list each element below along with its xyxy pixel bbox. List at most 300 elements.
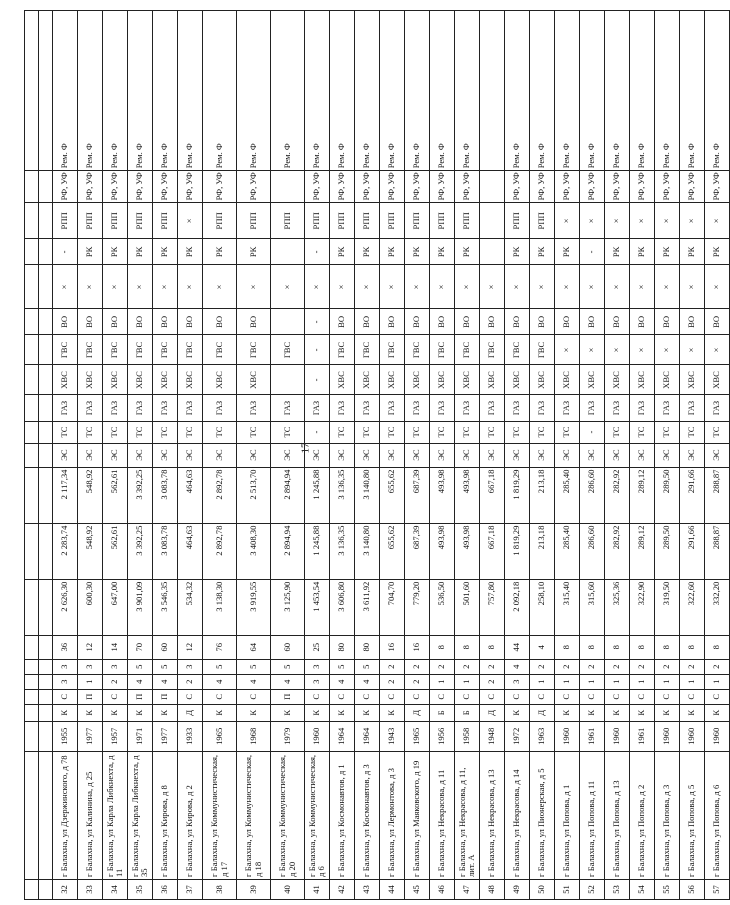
- table-row: [455, 11, 480, 900]
- cell-utility-gas: ГАЗ: [405, 395, 430, 421]
- cell-wall-material: К: [237, 704, 271, 721]
- cell-utility-misc: ×: [605, 265, 630, 309]
- cell-utility-heating: ТС: [355, 421, 380, 443]
- cell-living-area: 1 819,29: [505, 523, 530, 579]
- cell-utility-gas: ГАЗ: [128, 395, 153, 421]
- cell-utility-heating: ТС: [237, 421, 271, 443]
- cell-entrance-count: 2: [405, 659, 430, 674]
- cell-repair-facade: РПП: [355, 203, 380, 239]
- cell-wall-material: К: [53, 704, 78, 721]
- cell-repair-roof: РК: [530, 239, 555, 265]
- cell-wall-material: Д: [178, 704, 203, 721]
- cell-utility-electricity: ЭС: [505, 443, 530, 467]
- cell-living-area: 289,50: [655, 523, 680, 579]
- cell-fund-method: РФ, УФ: [78, 171, 103, 203]
- cell-fund-method: РФ, УФ: [580, 171, 605, 203]
- cell-fund-source: Рем. Ф: [580, 11, 605, 171]
- cell-repair-facade: ×: [555, 203, 580, 239]
- cell-repair-facade: РПП: [305, 203, 330, 239]
- cell-utility-electricity: ЭС: [430, 443, 455, 467]
- cell-utility-sewerage: ВО: [455, 309, 480, 335]
- cell-row-number: 34: [103, 879, 128, 899]
- cell-utility-heating: ТС: [655, 421, 680, 443]
- cell-utility-electricity: ЭС: [305, 443, 330, 467]
- cell-residential-area: 493,98: [455, 467, 480, 523]
- cell-year-built: 1957: [103, 721, 128, 751]
- cell-building-type: С: [178, 689, 203, 704]
- cell-utility-hot-water: ГВС: [178, 335, 203, 365]
- cell-living-area: 655,62: [380, 523, 405, 579]
- cell-total-area: [39, 579, 53, 635]
- cell-utility-sewerage: ВО: [680, 309, 705, 335]
- cell-wall-material: Д: [405, 704, 430, 721]
- cell-apartment-count: 36: [53, 635, 78, 659]
- cell-utility-cold-water: ХВС: [203, 365, 237, 395]
- cell-wall-material: [25, 704, 39, 721]
- cell-utility-heating: ТС: [480, 421, 505, 443]
- cell-entrance-count: 3: [53, 659, 78, 674]
- cell-fund-method: РФ, УФ: [430, 171, 455, 203]
- cell-building-type: С: [680, 689, 705, 704]
- cell-repair-roof: РК: [153, 239, 178, 265]
- cell-address: г Балахна, ул Калинина, д 25: [78, 751, 103, 879]
- cell-year-built: 1977: [153, 721, 178, 751]
- cell-utility-sewerage: ВО: [237, 309, 271, 335]
- cell-utility-hot-water: ГВС: [430, 335, 455, 365]
- cell-utility-hot-water: ГВС: [505, 335, 530, 365]
- cell-utility-sewerage: ВО: [355, 309, 380, 335]
- table-row: [430, 11, 455, 900]
- cell-utility-heating: ТС: [605, 421, 630, 443]
- cell-utility-gas: ГАЗ: [380, 395, 405, 421]
- cell-utility-cold-water: ХВС: [53, 365, 78, 395]
- cell-fund-method: РФ, УФ: [153, 171, 178, 203]
- cell-year-built: 1933: [178, 721, 203, 751]
- cell-utility-gas: ГАЗ: [153, 395, 178, 421]
- cell-repair-roof: РК: [405, 239, 430, 265]
- cell-year-built: 1977: [78, 721, 103, 751]
- cell-utility-hot-water: ×: [555, 335, 580, 365]
- cell-address: г Балахна, ул Некрасова, д 13: [480, 751, 505, 879]
- cell-utility-gas: ГАЗ: [580, 395, 605, 421]
- cell-utility-gas: [39, 395, 53, 421]
- cell-repair-roof: РК: [630, 239, 655, 265]
- cell-total-area: 332,20: [705, 579, 730, 635]
- cell-utility-gas: ГАЗ: [455, 395, 480, 421]
- cell-utility-misc: ×: [705, 265, 730, 309]
- cell-building-type: С: [53, 689, 78, 704]
- cell-utility-heating: [39, 421, 53, 443]
- cell-wall-material: К: [330, 704, 355, 721]
- cell-residential-area: 2 892,78: [203, 467, 237, 523]
- cell-repair-roof: РК: [655, 239, 680, 265]
- cell-building-type: С: [305, 689, 330, 704]
- cell-floor-count: 3: [505, 674, 530, 689]
- cell-apartment-count: 8: [455, 635, 480, 659]
- table-row: [78, 11, 103, 900]
- cell-fund-method: РФ, УФ: [203, 171, 237, 203]
- cell-utility-cold-water: ХВС: [530, 365, 555, 395]
- cell-utility-misc: ×: [580, 265, 605, 309]
- cell-row-number: 48: [480, 879, 505, 899]
- cell-row-number: 49: [505, 879, 530, 899]
- cell-row-number: 35: [128, 879, 153, 899]
- cell-repair-facade: РПП: [203, 203, 237, 239]
- cell-year-built: 1955: [53, 721, 78, 751]
- cell-repair-facade: РПП: [530, 203, 555, 239]
- cell-utility-electricity: ЭС: [555, 443, 580, 467]
- cell-utility-hot-water: ГВС: [237, 335, 271, 365]
- cell-address: г Балахна, ул Дзержинского, д 78: [53, 751, 78, 879]
- cell-address: г Балахна, ул Некрасова, д 14: [505, 751, 530, 879]
- cell-fund-source: Рем. Ф: [505, 11, 530, 171]
- cell-row-number: 57: [705, 879, 730, 899]
- cell-utility-misc: ×: [330, 265, 355, 309]
- cell-utility-misc: ×: [480, 265, 505, 309]
- cell-utility-cold-water: ХВС: [178, 365, 203, 395]
- cell-repair-roof: РК: [705, 239, 730, 265]
- cell-apartment-count: 16: [380, 635, 405, 659]
- cell-entrance-count: [39, 659, 53, 674]
- cell-year-built: 1964: [355, 721, 380, 751]
- cell-wall-material: К: [380, 704, 405, 721]
- cell-apartment-count: 8: [580, 635, 605, 659]
- cell-utility-misc: ×: [78, 265, 103, 309]
- cell-entrance-count: 2: [580, 659, 605, 674]
- cell-building-type: С: [380, 689, 405, 704]
- cell-row-number: 43: [355, 879, 380, 899]
- table-row: [480, 11, 505, 900]
- cell-living-area: 286,60: [580, 523, 605, 579]
- cell-apartment-count: 8: [430, 635, 455, 659]
- cell-residential-area: 291,66: [680, 467, 705, 523]
- cell-living-area: 3 140,80: [355, 523, 380, 579]
- cell-building-type: С: [605, 689, 630, 704]
- table-row: [25, 11, 39, 900]
- cell-living-area: 288,87: [705, 523, 730, 579]
- cell-entrance-count: 2: [655, 659, 680, 674]
- cell-utility-hot-water: [39, 335, 53, 365]
- cell-wall-material: К: [630, 704, 655, 721]
- cell-utility-electricity: ЭС: [605, 443, 630, 467]
- cell-living-area: 493,98: [455, 523, 480, 579]
- cell-apartment-count: 4: [530, 635, 555, 659]
- cell-fund-method: РФ, УФ: [630, 171, 655, 203]
- cell-utility-heating: -: [580, 421, 605, 443]
- cell-living-area: 3 392,25: [128, 523, 153, 579]
- cell-utility-heating: ТС: [203, 421, 237, 443]
- cell-repair-roof: РК: [103, 239, 128, 265]
- cell-utility-gas: ГАЗ: [305, 395, 330, 421]
- cell-utility-cold-water: ХВС: [455, 365, 480, 395]
- cell-living-area: [39, 523, 53, 579]
- cell-fund-method: РФ, УФ: [605, 171, 630, 203]
- cell-wall-material: К: [355, 704, 380, 721]
- cell-fund-method: РФ, УФ: [655, 171, 680, 203]
- cell-entrance-count: 4: [505, 659, 530, 674]
- cell-entrance-count: 5: [153, 659, 178, 674]
- cell-wall-material: К: [705, 704, 730, 721]
- cell-row-number: 44: [380, 879, 405, 899]
- cell-wall-material: К: [655, 704, 680, 721]
- cell-utility-hot-water: [25, 335, 39, 365]
- cell-floor-count: 1: [580, 674, 605, 689]
- cell-row-number: 38: [203, 879, 237, 899]
- cell-repair-facade: РПП: [271, 203, 305, 239]
- cell-total-area: 600,30: [78, 579, 103, 635]
- cell-entrance-count: 2: [680, 659, 705, 674]
- cell-building-type: С: [330, 689, 355, 704]
- table-row: [405, 11, 430, 900]
- cell-building-type: С: [555, 689, 580, 704]
- cell-fund-source: Рем. Ф: [655, 11, 680, 171]
- cell-residential-area: 2 894,94: [271, 467, 305, 523]
- cell-utility-hot-water: -: [305, 335, 330, 365]
- cell-row-number: 32: [53, 879, 78, 899]
- cell-building-type: С: [103, 689, 128, 704]
- cell-utility-electricity: [39, 443, 53, 467]
- cell-utility-gas: ГАЗ: [555, 395, 580, 421]
- cell-repair-roof: РК: [203, 239, 237, 265]
- cell-utility-heating: ТС: [153, 421, 178, 443]
- cell-fund-method: РФ, УФ: [103, 171, 128, 203]
- cell-residential-area: 213,18: [530, 467, 555, 523]
- cell-utility-cold-water: ХВС: [430, 365, 455, 395]
- cell-year-built: 1960: [680, 721, 705, 751]
- cell-address: г Балахна, ул Некрасова, д 11, лит. А: [455, 751, 480, 879]
- cell-wall-material: Д: [530, 704, 555, 721]
- cell-utility-gas: ГАЗ: [53, 395, 78, 421]
- cell-repair-facade: РПП: [128, 203, 153, 239]
- cell-row-number: 33: [78, 879, 103, 899]
- cell-residential-area: 464,63: [178, 467, 203, 523]
- cell-utility-hot-water: ГВС: [271, 335, 305, 365]
- cell-residential-area: 3 136,35: [330, 467, 355, 523]
- cell-utility-misc: ×: [355, 265, 380, 309]
- cell-utility-misc: ×: [53, 265, 78, 309]
- cell-utility-electricity: ЭС: [480, 443, 505, 467]
- cell-total-area: 315,40: [555, 579, 580, 635]
- cell-fund-method: РФ, УФ: [705, 171, 730, 203]
- cell-utility-heating: ТС: [455, 421, 480, 443]
- cell-utility-sewerage: [39, 309, 53, 335]
- cell-repair-roof: РК: [505, 239, 530, 265]
- cell-year-built: 1965: [405, 721, 430, 751]
- cell-floor-count: 1: [705, 674, 730, 689]
- cell-wall-material: Д: [480, 704, 505, 721]
- cell-building-type: С: [355, 689, 380, 704]
- cell-utility-cold-water: ХВС: [680, 365, 705, 395]
- cell-fund-source: Рем. Ф: [555, 11, 580, 171]
- cell-utility-cold-water: ХВС: [630, 365, 655, 395]
- cell-floor-count: 2: [480, 674, 505, 689]
- cell-utility-electricity: ЭС: [680, 443, 705, 467]
- cell-repair-facade: РПП: [78, 203, 103, 239]
- cell-utility-sewerage: ВО: [103, 309, 128, 335]
- cell-floor-count: 2: [103, 674, 128, 689]
- cell-utility-sewerage: [271, 309, 305, 335]
- cell-apartment-count: 8: [655, 635, 680, 659]
- cell-building-type: С: [405, 689, 430, 704]
- cell-utility-hot-water: ×: [630, 335, 655, 365]
- cell-year-built: 1958: [455, 721, 480, 751]
- cell-address: г Балахна, ул Кирова, д 2: [178, 751, 203, 879]
- cell-floor-count: 1: [78, 674, 103, 689]
- cell-utility-sewerage: ВО: [655, 309, 680, 335]
- cell-utility-electricity: ЭС: [153, 443, 178, 467]
- cell-apartment-count: 76: [203, 635, 237, 659]
- cell-floor-count: 4: [330, 674, 355, 689]
- cell-entrance-count: 3: [103, 659, 128, 674]
- cell-wall-material: К: [153, 704, 178, 721]
- cell-fund-method: РФ, УФ: [178, 171, 203, 203]
- table-row: [530, 11, 555, 900]
- cell-floor-count: [39, 674, 53, 689]
- cell-floor-count: 3: [53, 674, 78, 689]
- cell-repair-facade: РПП: [430, 203, 455, 239]
- cell-utility-misc: ×: [455, 265, 480, 309]
- cell-residential-area: 289,12: [630, 467, 655, 523]
- cell-fund-source: Рем. Ф: [630, 11, 655, 171]
- cell-fund-source: Рем. Ф: [203, 11, 237, 171]
- cell-floor-count: 4: [237, 674, 271, 689]
- cell-building-type: [39, 689, 53, 704]
- cell-repair-facade: РПП: [53, 203, 78, 239]
- cell-repair-roof: РК: [680, 239, 705, 265]
- cell-utility-electricity: ЭС: [330, 443, 355, 467]
- cell-utility-misc: ×: [555, 265, 580, 309]
- cell-utility-sewerage: -: [305, 309, 330, 335]
- table-row: [128, 11, 153, 900]
- cell-utility-hot-water: ГВС: [380, 335, 405, 365]
- cell-address: г Балахна, ул Лермонтова, д 3: [380, 751, 405, 879]
- cell-residential-area: 548,92: [78, 467, 103, 523]
- cell-address: г Балахна, ул Попова, д 6: [705, 751, 730, 879]
- cell-utility-misc: ×: [630, 265, 655, 309]
- table-row: [330, 11, 355, 900]
- cell-utility-gas: ГАЗ: [271, 395, 305, 421]
- cell-fund-method: [271, 171, 305, 203]
- cell-living-area: 2 283,74: [53, 523, 78, 579]
- cell-total-area: 322,60: [680, 579, 705, 635]
- cell-utility-heating: ТС: [680, 421, 705, 443]
- cell-wall-material: Б: [455, 704, 480, 721]
- cell-utility-hot-water: ×: [655, 335, 680, 365]
- cell-fund-source: Рем. Ф: [355, 11, 380, 171]
- cell-residential-area: 286,60: [580, 467, 605, 523]
- cell-utility-heating: ТС: [53, 421, 78, 443]
- cell-utility-electricity: ЭС: [530, 443, 555, 467]
- cell-utility-hot-water: ГВС: [203, 335, 237, 365]
- cell-fund-method: РФ, УФ: [505, 171, 530, 203]
- cell-utility-heating: ТС: [555, 421, 580, 443]
- cell-repair-roof: [271, 239, 305, 265]
- cell-fund-source: Рем. Ф: [330, 11, 355, 171]
- cell-utility-sewerage: ВО: [153, 309, 178, 335]
- housing-table: [24, 10, 730, 900]
- cell-living-area: 285,40: [555, 523, 580, 579]
- cell-wall-material: К: [128, 704, 153, 721]
- cell-apartment-count: 44: [505, 635, 530, 659]
- cell-fund-source: Рем. Ф: [271, 11, 305, 171]
- cell-utility-sewerage: ВО: [705, 309, 730, 335]
- cell-entrance-count: 2: [455, 659, 480, 674]
- cell-residential-area: 288,87: [705, 467, 730, 523]
- cell-year-built: 1956: [430, 721, 455, 751]
- cell-row-number: 50: [530, 879, 555, 899]
- cell-utility-hot-water: ГВС: [103, 335, 128, 365]
- cell-utility-sewerage: ВО: [330, 309, 355, 335]
- cell-building-type: С: [505, 689, 530, 704]
- table-row: [39, 11, 53, 900]
- table-row: [178, 11, 203, 900]
- table-row: [271, 11, 305, 900]
- cell-utility-gas: ГАЗ: [655, 395, 680, 421]
- cell-fund-source: Рем. Ф: [705, 11, 730, 171]
- cell-repair-facade: РПП: [103, 203, 128, 239]
- cell-apartment-count: 16: [405, 635, 430, 659]
- page-number: 17: [299, 442, 312, 454]
- cell-utility-gas: ГАЗ: [203, 395, 237, 421]
- cell-utility-heating: ТС: [705, 421, 730, 443]
- cell-utility-misc: ×: [380, 265, 405, 309]
- cell-floor-count: 1: [530, 674, 555, 689]
- cell-repair-facade: ×: [605, 203, 630, 239]
- cell-repair-facade: [25, 203, 39, 239]
- cell-utility-sewerage: ВО: [128, 309, 153, 335]
- cell-utility-electricity: ЭС: [103, 443, 128, 467]
- cell-fund-method: [25, 171, 39, 203]
- cell-utility-misc: ×: [103, 265, 128, 309]
- cell-address: г Балахна, ул Попова, д 3: [655, 751, 680, 879]
- cell-wall-material: К: [580, 704, 605, 721]
- cell-building-type: С: [655, 689, 680, 704]
- cell-living-area: 687,39: [405, 523, 430, 579]
- cell-utility-electricity: ЭС: [203, 443, 237, 467]
- cell-row-number: 37: [178, 879, 203, 899]
- cell-residential-area: [39, 467, 53, 523]
- cell-living-area: [25, 523, 39, 579]
- cell-utility-electricity: ЭС: [455, 443, 480, 467]
- cell-apartment-count: 8: [555, 635, 580, 659]
- cell-utility-sewerage: ВО: [380, 309, 405, 335]
- cell-address: г Балахна, ул Попова, д 1: [555, 751, 580, 879]
- cell-repair-roof: -: [580, 239, 605, 265]
- cell-fund-method: РФ, УФ: [237, 171, 271, 203]
- cell-total-area: 2 092,18: [505, 579, 530, 635]
- cell-floor-count: [25, 674, 39, 689]
- cell-floor-count: 1: [605, 674, 630, 689]
- table-row: [355, 11, 380, 900]
- table-row: [605, 11, 630, 900]
- cell-utility-gas: ГАЗ: [630, 395, 655, 421]
- cell-utility-electricity: ЭС: [655, 443, 680, 467]
- cell-address: г Балахна, ул Попова, д 11: [580, 751, 605, 879]
- cell-utility-gas: ГАЗ: [505, 395, 530, 421]
- cell-year-built: 1963: [530, 721, 555, 751]
- cell-total-area: 3 901,09: [128, 579, 153, 635]
- cell-utility-sewerage: ВО: [203, 309, 237, 335]
- cell-residential-area: 3 392,25: [128, 467, 153, 523]
- cell-utility-cold-water: [271, 365, 305, 395]
- table-row: [630, 11, 655, 900]
- cell-floor-count: 4: [128, 674, 153, 689]
- cell-fund-method: РФ, УФ: [305, 171, 330, 203]
- cell-residential-area: [25, 467, 39, 523]
- cell-address: [39, 751, 53, 879]
- cell-floor-count: 4: [271, 674, 305, 689]
- cell-utility-misc: ×: [237, 265, 271, 309]
